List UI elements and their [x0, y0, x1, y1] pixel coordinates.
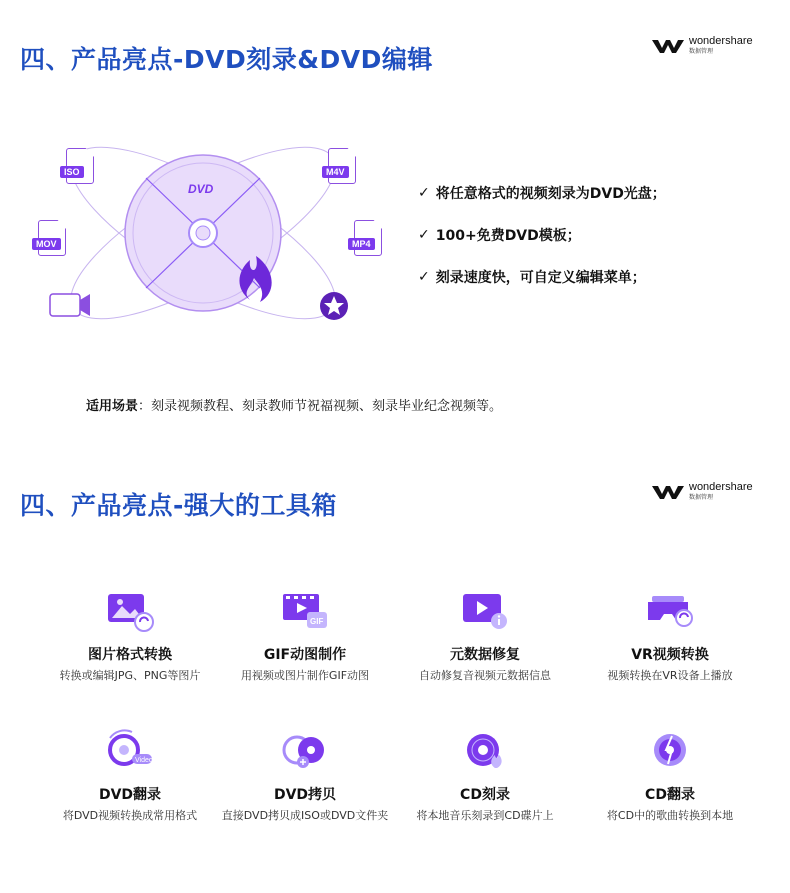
wondershare-logo-icon	[652, 38, 684, 54]
feature-text: 将任意格式的视频刻录为DVD光盘；	[435, 186, 666, 202]
image-convert-icon	[102, 588, 158, 636]
logo-subtitle: 数据管理	[689, 48, 714, 55]
tool-name: VR视频转换	[631, 647, 709, 663]
tool-image-convert	[40, 588, 220, 683]
tool-name: GIF动图制作	[263, 647, 347, 663]
tool-dvd-copy	[215, 728, 395, 823]
wondershare-logo	[652, 36, 753, 55]
tool-description: 用视频或图片制作GIF动图	[240, 669, 370, 682]
logo-subtitle: 数据管理	[689, 494, 714, 501]
format-m4v-label: M4V	[322, 166, 349, 178]
tool-vr-convert	[580, 588, 760, 683]
disc-label: DVD	[188, 182, 214, 196]
feature-text: 刻录速度快，可自定义编辑菜单；	[435, 270, 646, 286]
feature-text: 100+免费DVD模板；	[435, 228, 581, 244]
logo-name: wondershare	[689, 35, 753, 47]
metadata-fix-icon	[457, 588, 513, 636]
tool-name: DVD翻录	[98, 787, 162, 803]
mov-file-icon	[38, 220, 66, 256]
check-icon: ✓	[418, 227, 430, 243]
wondershare-logo	[652, 482, 753, 501]
feature-list	[418, 183, 666, 309]
check-icon: ✓	[418, 185, 430, 201]
iso-file-icon	[66, 148, 94, 184]
svg-text:GIF: GIF	[310, 617, 324, 626]
tool-name: 图片格式转换	[88, 647, 172, 663]
section2-title: 四、产品亮点-强大的工具箱	[20, 491, 337, 520]
logo-name: wondershare	[689, 481, 753, 493]
use-case-detail: ：刻录视频教程、刻录教师节祝福视频、刻录毕业纪念视频等。	[138, 399, 503, 414]
vr-headset-icon	[642, 588, 698, 636]
tool-description: 直接DVD拷贝成ISO或DVD文件夹	[221, 809, 389, 822]
tool-description: 将本地音乐刻录到CD碟片上	[416, 809, 554, 822]
svg-text:Video: Video	[135, 757, 153, 764]
dvd-rip-icon	[102, 728, 158, 776]
section1-title: 四、产品亮点-DVD刻录&DVD编辑	[20, 45, 433, 74]
format-iso-label: ISO	[60, 166, 84, 178]
dvd-burn-illustration	[28, 128, 398, 338]
cd-rip-icon	[642, 728, 698, 776]
cd-burn-icon	[457, 728, 513, 776]
tool-description: 视频转换在VR设备上播放	[607, 669, 733, 682]
use-case-text	[86, 395, 502, 414]
tool-name: CD翻录	[645, 787, 695, 803]
dvd-copy-icon	[277, 728, 333, 776]
check-icon: ✓	[418, 269, 430, 285]
gif-maker-icon	[277, 588, 333, 636]
mp4-file-icon	[354, 220, 382, 256]
tool-metadata-fix	[395, 588, 575, 683]
m4v-file-icon	[328, 148, 356, 184]
tool-description: 转换或编辑JPG、PNG等图片	[59, 669, 201, 682]
tool-description: 将CD中的歌曲转换到本地	[606, 809, 734, 822]
tool-cd-rip	[580, 728, 760, 823]
feature-item	[418, 225, 666, 245]
use-case-label: 适用场景	[86, 399, 139, 414]
video-camera-icon	[50, 294, 90, 316]
tool-name: CD刻录	[460, 787, 510, 803]
feature-item	[418, 183, 666, 203]
format-mp4-label: MP4	[348, 238, 375, 250]
format-mov-label: MOV	[32, 238, 61, 250]
wondershare-logo-icon	[652, 484, 684, 500]
feature-item	[418, 267, 666, 287]
tool-dvd-rip	[40, 728, 220, 823]
tool-name: DVD拷贝	[273, 787, 337, 803]
tool-description: 将DVD视频转换成常用格式	[62, 809, 198, 822]
tool-gif-maker	[215, 588, 395, 683]
imovie-star-icon	[320, 292, 348, 320]
tool-description: 自动修复音视频元数据信息	[419, 669, 551, 682]
tool-cd-burn	[395, 728, 575, 823]
tool-name: 元数据修复	[450, 647, 520, 663]
